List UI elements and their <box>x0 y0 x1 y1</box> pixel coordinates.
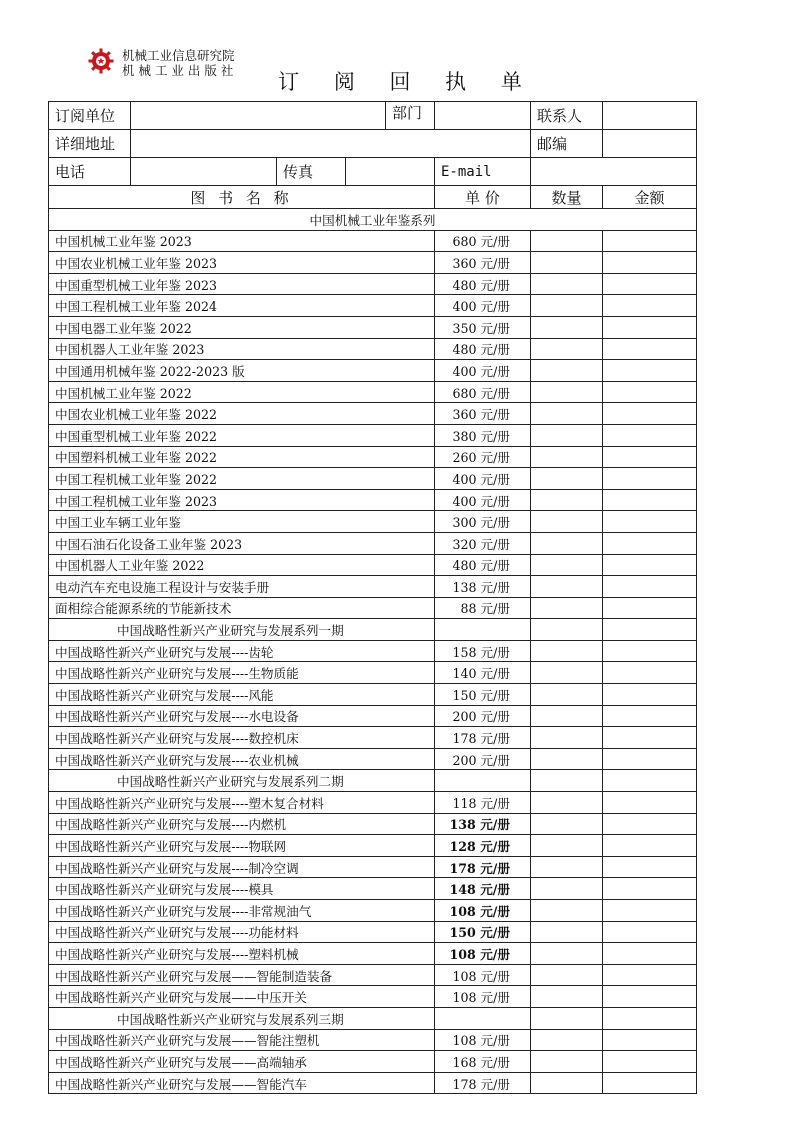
quantity-field[interactable] <box>531 986 603 1008</box>
fax-label: 传真 <box>277 158 346 185</box>
quantity-field[interactable] <box>531 511 603 533</box>
book-price: 200 元/册 <box>435 705 531 727</box>
book-price: 178 元/册 <box>435 856 531 878</box>
book-name: 中国农业机械工业年鉴 2022 <box>49 403 435 425</box>
contact-field[interactable] <box>603 102 697 130</box>
quantity-field[interactable] <box>531 835 603 857</box>
table-row <box>49 295 697 317</box>
amount-field[interactable] <box>603 597 697 619</box>
dept-field[interactable] <box>435 102 531 130</box>
book-name: 中国通用机械年鉴 2022-2023 版 <box>49 360 435 382</box>
book-price: 118 元/册 <box>435 792 531 814</box>
table-row <box>49 856 697 878</box>
col-header-name: 图 书 名 称 <box>49 186 435 209</box>
table-row <box>49 381 697 403</box>
section-amount-cell <box>603 770 697 792</box>
quantity-field[interactable] <box>531 424 603 446</box>
book-name: 中国重型机械工业年鉴 2022 <box>49 424 435 446</box>
amount-field[interactable] <box>603 878 697 900</box>
quantity-field[interactable] <box>531 230 603 252</box>
book-price: 128 元/册 <box>435 835 531 857</box>
section-title: 中国战略性新兴产业研究与发展系列二期 <box>49 770 435 792</box>
book-price: 108 元/册 <box>435 986 531 1008</box>
quantity-field[interactable] <box>531 597 603 619</box>
quantity-field[interactable] <box>531 338 603 360</box>
book-price: 260 元/册 <box>435 446 531 468</box>
section-title: 中国战略性新兴产业研究与发展系列三期 <box>49 1007 435 1029</box>
section-price-cell <box>435 770 531 792</box>
amount-field[interactable] <box>603 813 697 835</box>
quantity-field[interactable] <box>531 360 603 382</box>
address-field[interactable] <box>131 130 531 158</box>
quantity-field[interactable] <box>531 705 603 727</box>
book-name: 中国工程机械工业年鉴 2022 <box>49 468 435 490</box>
zip-label: 邮编 <box>531 130 603 158</box>
book-price: 200 元/册 <box>435 748 531 770</box>
table-row <box>49 640 697 662</box>
amount-field[interactable] <box>603 273 697 295</box>
table-row <box>49 424 697 446</box>
amount-field[interactable] <box>603 727 697 749</box>
order-form-table <box>48 101 697 1094</box>
table-row <box>49 230 697 252</box>
book-price: 400 元/册 <box>435 295 531 317</box>
book-name: 面相综合能源系统的节能新技术 <box>49 597 435 619</box>
table-row <box>49 1072 697 1094</box>
book-price: 400 元/册 <box>435 489 531 511</box>
fax-field[interactable] <box>346 158 434 185</box>
table-row <box>49 964 697 986</box>
book-price: 148 元/册 <box>435 878 531 900</box>
amount-field[interactable] <box>603 748 697 770</box>
dept-label: 部门 <box>392 104 423 122</box>
quantity-field[interactable] <box>531 252 603 274</box>
amount-field[interactable] <box>603 1072 697 1094</box>
quantity-field[interactable] <box>531 640 603 662</box>
book-price: 400 元/册 <box>435 360 531 382</box>
amount-field[interactable] <box>603 424 697 446</box>
amount-field[interactable] <box>603 554 697 576</box>
zip-field[interactable] <box>603 130 697 158</box>
book-price: 138 元/册 <box>435 813 531 835</box>
quantity-field[interactable] <box>531 576 603 598</box>
section-amount-cell <box>603 619 697 641</box>
quantity-field[interactable] <box>531 381 603 403</box>
book-name: 中国战略性新兴产业研究与发展----塑木复合材料 <box>49 792 435 814</box>
book-price: 138 元/册 <box>435 576 531 598</box>
book-name: 中国战略性新兴产业研究与发展----生物质能 <box>49 662 435 684</box>
book-name: 中国战略性新兴产业研究与发展----功能材料 <box>49 921 435 943</box>
book-price: 320 元/册 <box>435 532 531 554</box>
book-name: 中国战略性新兴产业研究与发展----风能 <box>49 684 435 706</box>
amount-field[interactable] <box>603 986 697 1008</box>
col-header-amount: 金额 <box>603 186 697 209</box>
table-row <box>49 273 697 295</box>
book-price: 360 元/册 <box>435 403 531 425</box>
table-row <box>49 835 697 857</box>
amount-field[interactable] <box>603 640 697 662</box>
book-price: 680 元/册 <box>435 230 531 252</box>
book-price: 150 元/册 <box>435 684 531 706</box>
book-price: 360 元/册 <box>435 252 531 274</box>
book-name: 中国电器工业年鉴 2022 <box>49 316 435 338</box>
amount-field[interactable] <box>603 403 697 425</box>
book-price: 168 元/册 <box>435 1051 531 1073</box>
book-name: 中国石油石化设备工业年鉴 2023 <box>49 532 435 554</box>
book-price: 350 元/册 <box>435 316 531 338</box>
book-name: 中国机器人工业年鉴 2022 <box>49 554 435 576</box>
quantity-field[interactable] <box>531 295 603 317</box>
book-name: 中国战略性新兴产业研究与发展----物联网 <box>49 835 435 857</box>
quantity-field[interactable] <box>531 878 603 900</box>
book-name: 中国战略性新兴产业研究与发展----水电设备 <box>49 705 435 727</box>
org-line-1: 机械工业信息研究院 <box>122 48 235 63</box>
amount-field[interactable] <box>603 446 697 468</box>
amount-field[interactable] <box>603 576 697 598</box>
table-row <box>49 943 697 965</box>
unit-field[interactable] <box>131 102 435 130</box>
amount-field[interactable] <box>603 468 697 490</box>
org-line-2: 机 械 工 业 出 版 社 <box>122 63 234 78</box>
book-name: 中国战略性新兴产业研究与发展——中压开关 <box>49 986 435 1008</box>
section-qty-cell <box>531 770 603 792</box>
email-field[interactable] <box>531 158 697 186</box>
table-row <box>49 468 697 490</box>
book-price: 178 元/册 <box>435 727 531 749</box>
book-price: 400 元/册 <box>435 468 531 490</box>
table-row <box>49 554 697 576</box>
amount-field[interactable] <box>603 295 697 317</box>
table-row <box>49 576 697 598</box>
quantity-field[interactable] <box>531 316 603 338</box>
amount-field[interactable] <box>603 230 697 252</box>
table-row <box>49 489 697 511</box>
amount-field[interactable] <box>603 684 697 706</box>
book-name: 中国战略性新兴产业研究与发展——智能制造装备 <box>49 964 435 986</box>
book-name: 中国工程机械工业年鉴 2023 <box>49 489 435 511</box>
book-name: 中国战略性新兴产业研究与发展----非常规油气 <box>49 900 435 922</box>
quantity-field[interactable] <box>531 943 603 965</box>
section-price-cell <box>435 1007 531 1029</box>
quantity-field[interactable] <box>531 813 603 835</box>
amount-field[interactable] <box>603 360 697 382</box>
book-price: 88 元/册 <box>435 597 531 619</box>
amount-field[interactable] <box>603 381 697 403</box>
quantity-field[interactable] <box>531 748 603 770</box>
amount-field[interactable] <box>603 856 697 878</box>
quantity-field[interactable] <box>531 554 603 576</box>
quantity-field[interactable] <box>531 273 603 295</box>
table-row <box>49 360 697 382</box>
table-row <box>49 727 697 749</box>
book-price: 140 元/册 <box>435 662 531 684</box>
book-name: 中国工程机械工业年鉴 2024 <box>49 295 435 317</box>
quantity-field[interactable] <box>531 684 603 706</box>
table-row <box>49 900 697 922</box>
section-price-cell <box>435 619 531 641</box>
unit-field-input[interactable] <box>131 102 386 129</box>
amount-field[interactable] <box>603 900 697 922</box>
book-name: 中国机械工业年鉴 2022 <box>49 381 435 403</box>
amount-field[interactable] <box>603 1029 697 1051</box>
table-row <box>49 792 697 814</box>
unit-label: 订阅单位 <box>49 102 131 130</box>
book-name: 电动汽车充电设施工程设计与安装手册 <box>49 576 435 598</box>
table-row <box>49 921 697 943</box>
book-name: 中国塑料机械工业年鉴 2022 <box>49 446 435 468</box>
col-header-price: 单 价 <box>435 186 531 209</box>
book-name: 中国战略性新兴产业研究与发展----农业机械 <box>49 748 435 770</box>
quantity-field[interactable] <box>531 403 603 425</box>
amount-field[interactable] <box>603 943 697 965</box>
book-price: 480 元/册 <box>435 273 531 295</box>
book-name: 中国战略性新兴产业研究与发展----制冷空调 <box>49 856 435 878</box>
section-qty-cell <box>531 1007 603 1029</box>
quantity-field[interactable] <box>531 446 603 468</box>
table-row <box>49 446 697 468</box>
book-name: 中国机械工业年鉴 2023 <box>49 230 435 252</box>
amount-field[interactable] <box>603 489 697 511</box>
table-row <box>49 316 697 338</box>
section-title: 中国机械工业年鉴系列 <box>49 209 697 231</box>
book-price: 108 元/册 <box>435 943 531 965</box>
quantity-field[interactable] <box>531 900 603 922</box>
quantity-field[interactable] <box>531 1051 603 1073</box>
email-label: E-mail <box>435 158 531 186</box>
book-price: 480 元/册 <box>435 338 531 360</box>
book-name: 中国战略性新兴产业研究与发展----模具 <box>49 878 435 900</box>
amount-field[interactable] <box>603 705 697 727</box>
book-price: 300 元/册 <box>435 511 531 533</box>
quantity-field[interactable] <box>531 1072 603 1094</box>
quantity-field[interactable] <box>531 468 603 490</box>
amount-field[interactable] <box>603 252 697 274</box>
amount-field[interactable] <box>603 532 697 554</box>
quantity-field[interactable] <box>531 792 603 814</box>
book-name: 中国战略性新兴产业研究与发展——高端轴承 <box>49 1051 435 1073</box>
amount-field[interactable] <box>603 338 697 360</box>
book-price: 108 元/册 <box>435 900 531 922</box>
book-name: 中国战略性新兴产业研究与发展——智能注塑机 <box>49 1029 435 1051</box>
book-price: 158 元/册 <box>435 640 531 662</box>
book-name: 中国重型机械工业年鉴 2023 <box>49 273 435 295</box>
table-row <box>49 338 697 360</box>
table-row <box>49 597 697 619</box>
amount-field[interactable] <box>603 316 697 338</box>
quantity-field[interactable] <box>531 856 603 878</box>
quantity-field[interactable] <box>531 489 603 511</box>
book-price: 480 元/册 <box>435 554 531 576</box>
quantity-field[interactable] <box>531 921 603 943</box>
book-price: 380 元/册 <box>435 424 531 446</box>
book-name: 中国农业机械工业年鉴 2023 <box>49 252 435 274</box>
book-name: 中国战略性新兴产业研究与发展——智能汽车 <box>49 1072 435 1094</box>
col-header-qty: 数量 <box>531 186 603 209</box>
table-row <box>49 252 697 274</box>
table-row <box>49 532 697 554</box>
book-name: 中国工业车辆工业年鉴 <box>49 511 435 533</box>
table-row <box>49 511 697 533</box>
contact-label: 联系人 <box>531 102 603 130</box>
quantity-field[interactable] <box>531 964 603 986</box>
quantity-field[interactable] <box>531 532 603 554</box>
amount-field[interactable] <box>603 1051 697 1073</box>
book-name: 中国战略性新兴产业研究与发展----齿轮 <box>49 640 435 662</box>
book-name: 中国机器人工业年鉴 2023 <box>49 338 435 360</box>
table-row <box>49 662 697 684</box>
amount-field[interactable] <box>603 921 697 943</box>
table-row <box>49 878 697 900</box>
table-row <box>49 986 697 1008</box>
book-name: 中国战略性新兴产业研究与发展----内燃机 <box>49 813 435 835</box>
table-row <box>49 403 697 425</box>
section-amount-cell <box>603 1007 697 1029</box>
section-title: 中国战略性新兴产业研究与发展系列一期 <box>49 619 435 641</box>
book-price: 178 元/册 <box>435 1072 531 1094</box>
amount-field[interactable] <box>603 835 697 857</box>
quantity-field[interactable] <box>531 662 603 684</box>
phone-fax-group[interactable] <box>131 158 435 186</box>
page-title: 订 阅 回 执 单 <box>278 70 536 94</box>
table-row <box>49 748 697 770</box>
quantity-field[interactable] <box>531 1029 603 1051</box>
table-row <box>49 705 697 727</box>
section-qty-cell <box>531 619 603 641</box>
book-price: 680 元/册 <box>435 381 531 403</box>
book-price: 108 元/册 <box>435 964 531 986</box>
book-name: 中国战略性新兴产业研究与发展----数控机床 <box>49 727 435 749</box>
amount-field[interactable] <box>603 792 697 814</box>
table-row <box>49 813 697 835</box>
book-price: 150 元/册 <box>435 921 531 943</box>
address-label: 详细地址 <box>49 130 131 158</box>
table-row <box>49 684 697 706</box>
amount-field[interactable] <box>603 662 697 684</box>
phone-field[interactable] <box>131 158 277 185</box>
table-row <box>49 1051 697 1073</box>
table-row <box>49 1029 697 1051</box>
phone-label: 电话 <box>49 158 131 186</box>
quantity-field[interactable] <box>531 727 603 749</box>
amount-field[interactable] <box>603 964 697 986</box>
amount-field[interactable] <box>603 511 697 533</box>
book-name: 中国战略性新兴产业研究与发展----塑料机械 <box>49 943 435 965</box>
book-price: 108 元/册 <box>435 1029 531 1051</box>
